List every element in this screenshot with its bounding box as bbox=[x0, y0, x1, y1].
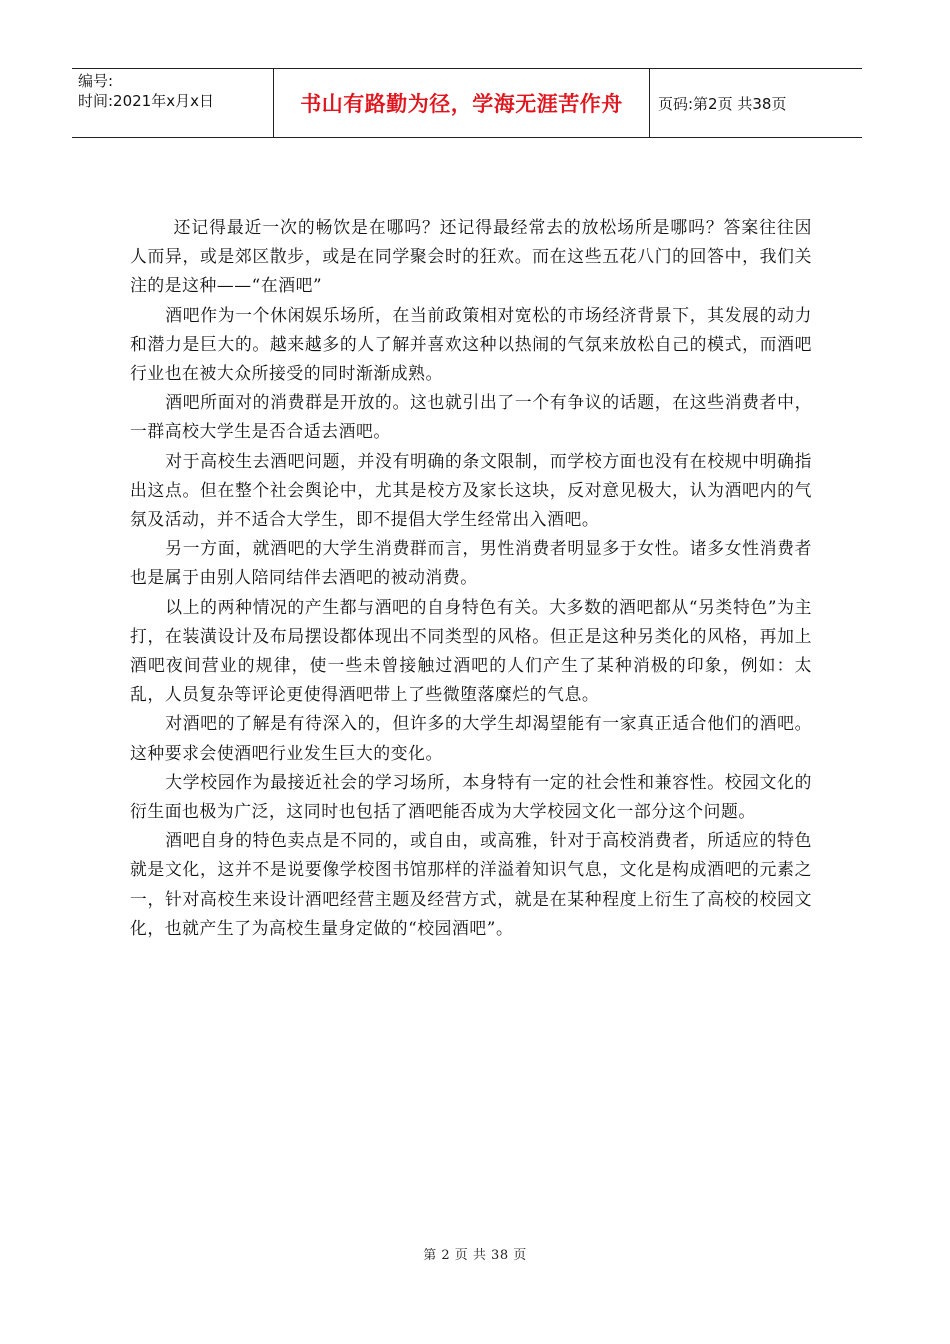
page-info-cell bbox=[650, 69, 862, 137]
motto-cell bbox=[274, 69, 650, 137]
paragraph: 酒吧所面对的消费群是开放的。这也就引出了一个有争议的话题，在这些消费者中，一群高校大学生是否合适去酒吧。 bbox=[130, 392, 812, 442]
footer-page-number: 第 2 页 共 38 页 bbox=[423, 1248, 527, 1263]
page-footer bbox=[0, 1244, 950, 1263]
paragraph: 另一方面，就酒吧的大学生消费群而言，男性消费者明显多于女性。诸多女性消费者也是属于由别人陪同结伴去酒吧的被动消费。 bbox=[130, 538, 812, 588]
header-meta-cell bbox=[72, 69, 274, 137]
paragraph: 还记得最近一次的畅饮是在哪吗？还记得最经常去的放松场所是哪吗？答案往往因人而异，或是郊区散步，或是在同学聚会时的狂欢。而在这些五花八门的回答中，我们关注的是这种——“在酒吧” bbox=[130, 217, 812, 296]
page-label: 页码:第2页 共38页 bbox=[658, 94, 787, 113]
document-body bbox=[130, 213, 812, 943]
paragraph: 酒吧自身的特色卖点是不同的，或自由，或高雅，针对于高校消费者，所适应的特色就是文化，这并不是说要像学校图书馆那样的洋溢着知识气息，文化是构成酒吧的元素之一，针对高校生来设计酒吧经营主题及经营方式，就是在某种程度上衍生了高校的校园文化，也就产生了为高校生量身定做的“校园酒吧”。 bbox=[130, 830, 812, 938]
motto-text: 书山有路勤为径，学海无涯苦作舟 bbox=[300, 92, 623, 116]
paragraph: 酒吧作为一个休闲娱乐场所，在当前政策相对宽松的市场经济背景下，其发展的动力和潜力是巨大的。越来越多的人了解并喜欢这种以热闹的气氛来放松自己的模式，而酒吧行业也在被大众所接受的同时渐渐成熟。 bbox=[130, 304, 812, 384]
number-label: 编号: bbox=[78, 72, 114, 90]
paragraph: 大学校园作为最接近社会的学习场所，本身特有一定的社会性和兼容性。校园文化的衍生面也极为广泛，这同时也包括了酒吧能否成为大学校园文化一部分这个问题。 bbox=[130, 771, 812, 822]
paragraph: 对于高校生去酒吧问题，并没有明确的条文限制，而学校方面也没有在校规中明确指出这点。但在整个社会舆论中，尤其是校方及家长这块，反对意见极大，认为酒吧内的气氛及活动，并不适合大学生，即不提倡大学生经常出入酒吧。 bbox=[130, 450, 812, 530]
paragraph: 以上的两种情况的产生都与酒吧的自身特色有关。大多数的酒吧都从“另类特色”为主打，在装潢设计及布局摆设都体现出不同类型的风格。但正是这种另类化的风格，再加上酒吧夜间营业的规律，使一些未曾接触过酒吧的人们产生了某种消极的印象，例如：太乱，人员复杂等评论更使得酒吧带上了些微堕落糜烂的气息。 bbox=[130, 596, 812, 705]
date-label: 时间:2021年x月x日 bbox=[78, 92, 214, 110]
paragraph: 对酒吧的了解是有待深入的，但许多的大学生却渴望能有一家真正适合他们的酒吧。这种要求会使酒吧行业发生巨大的变化。 bbox=[130, 713, 812, 763]
document-header bbox=[72, 68, 862, 138]
